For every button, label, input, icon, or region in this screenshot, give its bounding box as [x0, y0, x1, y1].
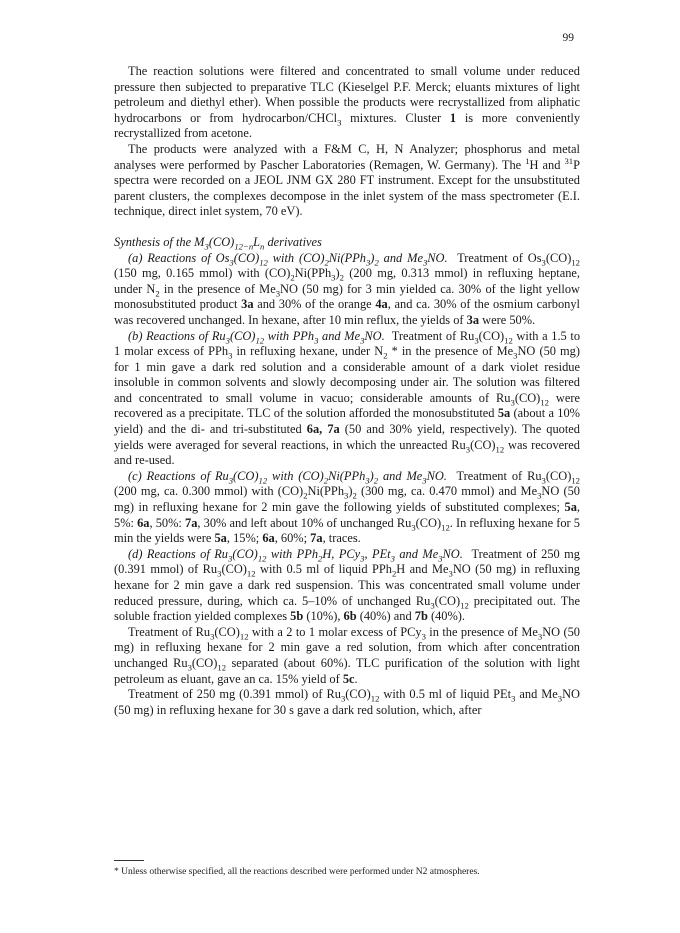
paragraph: The reaction solutions were filtered and concentrated to small volume under reduced pressure then subjected to preparative TLC (Kieselgel P.F. Merck; eluants mixtures of light petroleum and diethyl ether). When possible the products were recrystallized from aliphatic hydrocarbons or from hydrocarbon/CHCl$_3$ mixtures. Cluster 1 is more conveniently recrystallized from acetone.	[114, 64, 581, 141]
paragraph: Treatment of $Ru_3(CO)_{12}$ with a 2 to 1 molar excess of PCy$_3$ in the presence of $Me_3NO$ (50 mg) in refluxing hexane for 2 min gave a red solution, from which after concentration unchanged $Ru_3(CO)_{12}$ separated (about 60%). TLC purification of the solution with light petroleum as eluant, gave an ca. 15% yield of 5c.	[114, 624, 580, 686]
article-body	[114, 64, 580, 718]
paragraph: (a) Reactions of $Os_3(CO)_{12}$ with $(CO)_2Ni(PPh_3)_2$ and $Me_3NO$. Treatment of $Os_3(CO)_{12}$ (150 mg, 0.165 mmol) with $(CO)_2Ni(PPh_3)_2$ (200 mg, 0.313 mmol) in refluxing heptane, under $N_2$ in the presence of $Me_3NO$ (50 mg) for 3 min yielded ca. 30% of the light yellow monosubstituted product 3a and 30% of the orange 4a, and ca. 30% of the osmium carbonyl was recovered unchanged. In hexane, after 10 min reflux, the yields of 3a were 50%.	[114, 250, 580, 327]
footnote-rule	[114, 860, 144, 861]
footnote: * Unless otherwise specified, all the reactions described were performed under N2 atmospheres.	[114, 867, 480, 877]
paragraph: (b) Reactions of $Ru_3(CO)_{12}$ with PPh$_3$ and $Me_3NO$. Treatment of $Ru_3(CO)_{12}$ with a 1.5 to 1 molar excess of PPh$_3$ in refluxing hexane, under $N_2$ * in the presence of $Me_3NO$ (50 mg) for 1 min gave a dark red solution and a considerable amount of a dark violet residue insoluble in common solvents and slowly decomposing under air. The solution was filtered and concentrated to small volume in vacuo; considerable amounts of $Ru_3(CO)_{12}$ were recovered as a precipitate. TLC of the solution afforded the monosubstituted 5a (about a 10% yield) and the di- and tri-substituted 6a, 7a (50 and 30% yield, respectively). The quoted yields were averaged for several reactions, in which the unreacted $Ru_3(CO)_{12}$ was recovered and re-used.	[114, 328, 581, 468]
paragraph: Treatment of 250 mg (0.391 mmol) of $Ru_3(CO)_{12}$ with 0.5 ml of liquid PEt$_3$ and $Me_3NO$ (50 mg) in refluxing hexane for 30 s gave a dark red solution, which, after	[114, 687, 581, 717]
paragraph: (c) Reactions of $Ru_3(CO)_{12}$ with $(CO)_2Ni(PPh_3)_2$ and $Me_3NO$. Treatment of $Ru_3(CO)_{12}$ (200 mg, ca. 0.300 mmol) with $(CO)_2Ni(PPh_3)_2$ (300 mg, ca. 0.470 mmol) and $Me_3NO$ (50 mg) in refluxing hexane for 2 min gave the following yields of substituted complexes; 5a, 5%: 6a, 50%: 7a, 30% and left about 10% of unchanged $Ru_3(CO)_{12}$. In refluxing hexane for 5 min the yields were 5a, 15%; 6a, 60%; 7a, traces.	[114, 468, 580, 546]
page-number: 99	[562, 32, 574, 44]
paragraph: (d) Reactions of $Ru_3(CO)_{12}$ with PPh$_2$H, PCy$_3$, PEt$_3$ and $Me_3NO$. Treatment of 250 mg (0.391 mmol) of $Ru_3(CO)_{12}$ with 0.5 ml of liquid PPh$_2$H and $Me_3NO$ (50 mg) in refluxing hexane for 2 min gave a dark red suspension. This was concentrated small volume under reduced pressure, during, which ca. 5–10% of unchanged $Ru_3(CO)_{12}$ precipitated out. The soluble fraction yielded complexes 5b (10%), 6b (40%) and 7b (40%).	[114, 546, 580, 624]
paragraph: The products were analyzed with a F&M C, H, N Analyzer; phosphorus and metal analyses were performed by Pascher Laboratories (Remagen, W. Germany). The $^1$H and $^{31}$P spectra were recorded on a JEOL JNM GX 280 FT instrument. Except for the unsubstituted parent clusters, the complexes decompose in the inlet system of the mass spectrometer (E.I. technique, direct inlet system, 70 eV).	[114, 141, 580, 219]
section-heading: Synthesis of the $M_3(CO)_{12-n}L_n$ derivatives	[114, 234, 322, 252]
